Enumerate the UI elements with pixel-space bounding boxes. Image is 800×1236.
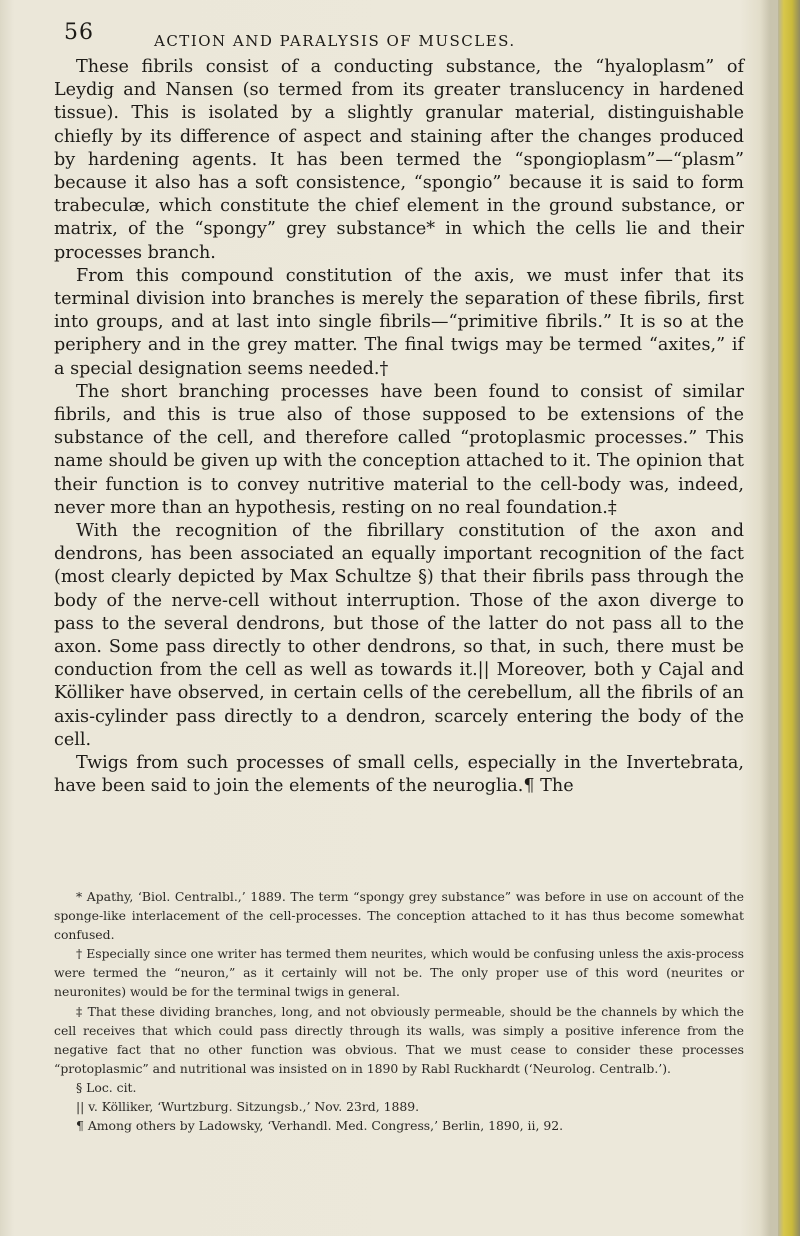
page-header — [64, 20, 744, 50]
binding-edge — [778, 0, 800, 1236]
footnote: || v. Kölliker, ‘Wurtzburg. Sitzungsb.,’ Nov. 23rd, 1889. — [76, 1099, 420, 1115]
body-text — [54, 56, 744, 799]
footnote: * Apathy, ‘Biol. Centralbl.,’ 1889. The term “spongy grey substance” was before in use on account of the sponge-like interlacement of the cell-processes. The conception attached to it has thus become somewhat confused. — [54, 889, 744, 943]
paragraph: These fibrils consist of a conducting substance, the “hyaloplasm” of Leydig and Nansen (so termed from its greater translucency in hardened tissue). This is isolated by a slightly granular material, distinguishable chiefly by its difference of aspect and staining after the changes produced by hardening agents. It has been termed the “spongioplasm”—“plasm” because it also has a soft consistence, “spongio” because it is said to form trabeculæ, which constitute the chief element in the ground substance, or matrix, of the “spongy” grey substance* in which the cells lie and their processes branch. — [54, 57, 744, 263]
paragraph: The short branching processes have been found to consist of similar fibrils, and this is true also of those supposed to be extensions of the substance of the cell, and therefore called “protoplasmic processes.” This name should be given up with the conception attached to it. The opinion that their function is to convey nutritive material to the cell-body was, indeed, never more than an hypothesis, resting on no real foundation.‡ — [54, 381, 744, 518]
footnote: § Loc. cit. — [76, 1079, 137, 1095]
running-head: ACTION AND PARALYSIS OF MUSCLES. — [154, 32, 516, 50]
paragraph: From this compound constitution of the axis, we must infer that its terminal division into branches is merely the separation of these fibrils, first into groups, and at last into single fibrils—“primitive fibrils.” It is so at the periphery and in the grey matter. The final twigs may be termed “axites,” if a special designation seems needed.† — [54, 265, 744, 379]
footnotes — [54, 887, 744, 1135]
footnote: ¶ Among others by Ladowsky, ‘Verhandl. Med. Congress,’ Berlin, 1890, ii, 92. — [76, 1118, 564, 1134]
paragraph: Twigs from such processes of small cells, especially in the Invertebrata, have been said to join the elements of the neuroglia.¶ The — [54, 753, 744, 797]
page-number: 56 — [64, 20, 94, 45]
footnote: ‡ That these dividing branches, long, and not obviously permeable, should be the channels by which the cell receives that which could pass directly through its walls, was simply a positive inference from the negative fact that no other function was obvious. That we must cease to consider these processes “protoplasmic” and nutritional was insisted on in 1890 by Rabl Ruckhardt (‘Neurolog. Centralb.’). — [54, 1003, 744, 1076]
footnote: † Especially since one writer has termed them neurites, which would be confusing unless the axis-process were termed the “neuron,” as it certainly will not be. The only proper use of this word (neurites or neuronites) would be for the terminal twigs in general. — [54, 946, 744, 1000]
paragraph: With the recognition of the fibrillary constitution of the axon and dendrons, has been associated an equally important recognition of the fact (most clearly depicted by Max Schultze §) that their fibrils pass through the body of the nerve-cell without interruption. Those of the axon diverge to pass to the several dendrons, but those of the latter do not pass all to the axon. Some pass directly to other dendrons, so that, in such, there must be conduction from the cell as well as towards it.|| Moreover, both y Cajal and Kölliker have observed, in certain cells of the cerebellum, all the fibrils of an axis-cylinder pass directly to a dendron, scarcely entering the body of the cell. — [54, 521, 744, 750]
